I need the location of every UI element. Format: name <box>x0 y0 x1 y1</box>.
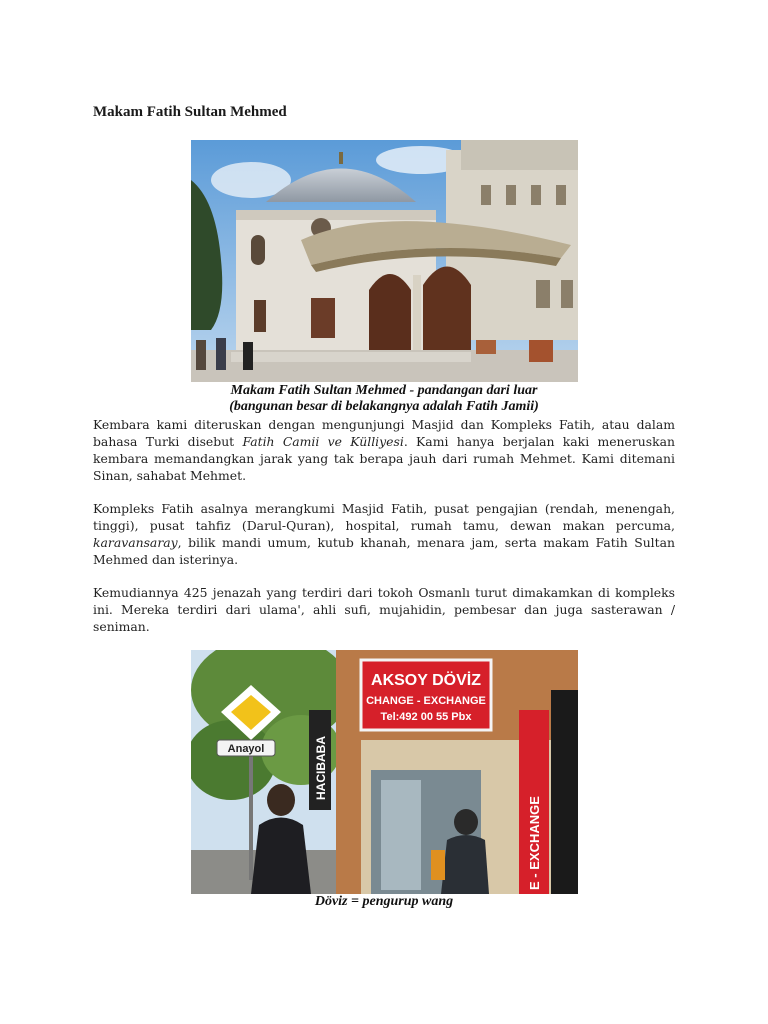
mausoleum-photo <box>191 140 578 382</box>
paragraph-1-italic: Fatih Camii ve Külliyesi <box>242 434 404 449</box>
exchange-sign-subtitle: CHANGE - EXCHANGE <box>366 695 486 707</box>
paragraph-2-text-a: Kompleks Fatih asalnya merangkumi Masjid Fatih, pusat pengajian (rendah, menengah, tinggi), pusat tahfiz (Darul-Quran), hospital, rumah tamu, dewan makan percuma, <box>93 501 675 533</box>
vertical-shop-sign: HACIBABA <box>314 736 328 800</box>
paragraph-3 <box>93 584 675 635</box>
paragraph-2 <box>93 500 675 568</box>
page-title: Makam Fatih Sultan Mehmed <box>93 104 287 120</box>
paragraph-3-text: Kemudiannya 425 jenazah yang terdiri dari tokoh Osmanlı turut dimakamkan di kompleks ini. Mereka terdiri dari ulama', ahli sufi, mujahidin, pembesar dan juga sasterawan / seniman. <box>93 585 675 634</box>
paragraph-2-italic: karavansaray <box>93 535 178 550</box>
exchange-vertical-sign: E - EXCHANGE <box>527 796 542 890</box>
figure1-caption-line2: (bangunan besar di belakangnya adalah Fatih Jamii) <box>229 399 539 414</box>
figure2-caption: Döviz = pengurup wang <box>314 894 454 909</box>
street-sign-label: Anayol <box>227 743 265 755</box>
paragraph-1 <box>93 416 675 484</box>
paragraph-1-text-b: . Kami hanya berjalan kaki meneruskan kembara memandangkan jarak yang tak berapa jauh dari rumah Mehmet. Kami ditemani Sinan, sahabat Mehmet. <box>93 434 675 483</box>
exchange-sign-phone: Tel:492 00 55 Pbx <box>380 711 472 723</box>
figure1-caption-line1: Makam Fatih Sultan Mehmed - pandangan dari luar <box>230 383 538 398</box>
exchange-sign-name: AKSOY DÖVİZ <box>371 672 481 689</box>
paragraph-1-text-a: Kembara kami diteruskan dengan mengunjungi Masjid dan Kompleks Fatih, atau dalam bahasa Turki disebut <box>93 417 675 449</box>
paragraph-2-text-b: , bilik mandi umum, kutub khanah, menara jam, serta makam Fatih Sultan Mehmed dan isterinya. <box>93 535 675 567</box>
exchange-street-photo <box>191 650 578 894</box>
